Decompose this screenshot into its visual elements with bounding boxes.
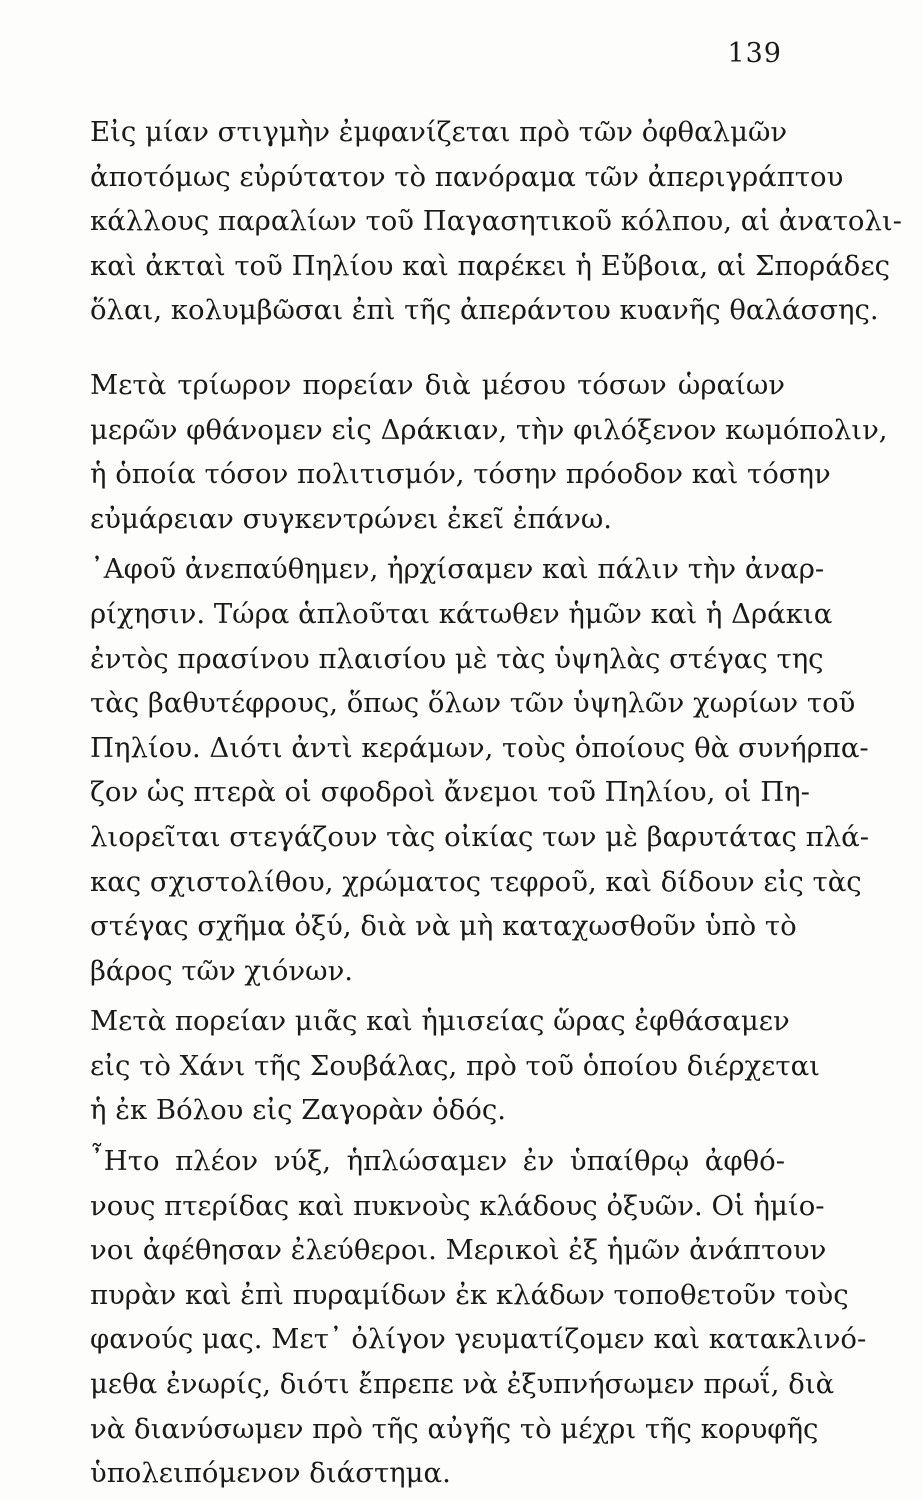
paragraph bbox=[90, 999, 820, 1133]
text-line: καὶ ἀκταὶ τοῦ Πηλίου καὶ παρέκει ἡ Εὔβοια, αἱ Σποράδες bbox=[90, 249, 890, 282]
text-line: ὑπολειπόμενον διάστημα. bbox=[90, 1457, 451, 1490]
text-line: τὰς βαθυτέφρους, ὅπως ὅλων τῶν ὑψηλῶν χωρίων τοῦ bbox=[90, 687, 856, 720]
text-line: πυρὰν καὶ ἐπὶ πυραμίδων ἐκ κλάδων τοποθετοῦν τοὺς bbox=[90, 1278, 849, 1311]
text-line: νοι ἀφέθησαν ἐλεύθεροι. Μερικοὶ ἐξ ἡμῶν ἀνάπτουν bbox=[90, 1234, 827, 1267]
text-line: μεθα ἐνωρίς, διότι ἔπρεπε νὰ ἐξυπνήσωμεν πρωΐ, διὰ bbox=[90, 1368, 835, 1401]
text-line: ζον ὡς πτερὰ οἱ σφοδροὶ ἄνεμοι τοῦ Πηλίου, οἱ Πη- bbox=[90, 776, 810, 809]
text-line: μερῶν φθάνομεν εἰς Δράκιαν, τὴν φιλόξενον κωμόπολιν, bbox=[90, 413, 888, 446]
text-line: νους πτερίδας καὶ πυκνοὺς κλάδους ὀξυῶν. Οἱ ἡμίο- bbox=[90, 1189, 825, 1222]
text-line: βάρος τῶν χιόνων. bbox=[90, 954, 354, 987]
text-line: εὐμάρειαν συγκεντρώνει ἐκεῖ ἐπάνω. bbox=[90, 502, 613, 535]
paragraph bbox=[90, 110, 902, 333]
text-line: ἡ ὁποία τόσον πολιτισμόν, τόσην πρόοδον καὶ τόσην bbox=[90, 458, 831, 491]
paragraph bbox=[90, 547, 869, 993]
paragraph bbox=[90, 363, 888, 541]
text-line: Μετὰ πορείαν μιᾶς καὶ ἡμισείας ὥρας ἐφθάσαμεν bbox=[90, 1005, 790, 1038]
text-line: ᾿Αφοῦ ἀνεπαύθημεν, ἠρχίσαμεν καὶ πάλιν τὴν ἀναρ- bbox=[90, 553, 825, 586]
text-line: νὰ διανύσωμεν πρὸ τῆς αὐγῆς τὸ μέχρι τῆς κορυφῆς bbox=[90, 1412, 819, 1445]
text-line: κάλλους παραλίων τοῦ Παγασητικοῦ κόλπου, αἱ ἀνατολι- bbox=[90, 205, 902, 238]
text-line: ἀποτόμως εὐρύτατον τὸ πανόραμα τῶν ἀπεριγράπτου bbox=[90, 160, 844, 193]
text-line: κας σχιστολίθου, χρώματος τεφροῦ, καὶ δίδουν εἰς τὰς bbox=[90, 865, 862, 898]
text-line: ὅλαι, κολυμβῶσαι ἐπὶ τῆς ἀπεράντου κυανῆς θαλάσσης. bbox=[90, 294, 879, 327]
text-line: ρίχησιν. Τώρα ἁπλοῦται κάτωθεν ἡμῶν καὶ ἡ Δράκια bbox=[90, 597, 833, 630]
text-line: εἰς τὸ Χάνι τῆς Σουβάλας, πρὸ τοῦ ὁποίου διέρχεται bbox=[90, 1049, 820, 1082]
text-line: στέγας σχῆμα ὀξύ, διὰ νὰ μὴ καταχωσθοῦν ὑπὸ τὸ bbox=[90, 910, 797, 943]
text-line: Πηλίου. Διότι ἀντὶ κεράμων, τοὺς ὁποίους θὰ συνήρπα- bbox=[90, 731, 869, 764]
text-line: Μετὰ τρίωρον πορείαν διὰ μέσου τόσων ὡραίων bbox=[90, 368, 785, 401]
body-text bbox=[90, 110, 902, 1496]
text-line: ῏Ητο πλέον νύξ, ἡπλώσαμεν ἐν ὑπαίθρῳ ἀφθό- bbox=[90, 1145, 785, 1178]
text-line: φανούς μας. Μετ᾿ ὀλίγον γευματίζομεν καὶ κατακλινό- bbox=[90, 1323, 867, 1356]
text-line: ἐντὸς πρασίνου πλαισίου μὲ τὰς ὑψηλὰς στέγας της bbox=[90, 642, 824, 675]
paragraph bbox=[90, 1139, 867, 1496]
text-line: ἡ ἐκ Βόλου εἰς Ζαγορὰν ὁδός. bbox=[90, 1094, 506, 1127]
page-number: 139 bbox=[727, 38, 782, 69]
text-line: λιορεῖται στεγάζουν τὰς οἰκίας των μὲ βαρυτάτας πλά- bbox=[90, 820, 869, 853]
text-line: Εἰς μίαν στιγμὴν ἐμφανίζεται πρὸ τῶν ὀφθαλμῶν bbox=[90, 116, 788, 148]
